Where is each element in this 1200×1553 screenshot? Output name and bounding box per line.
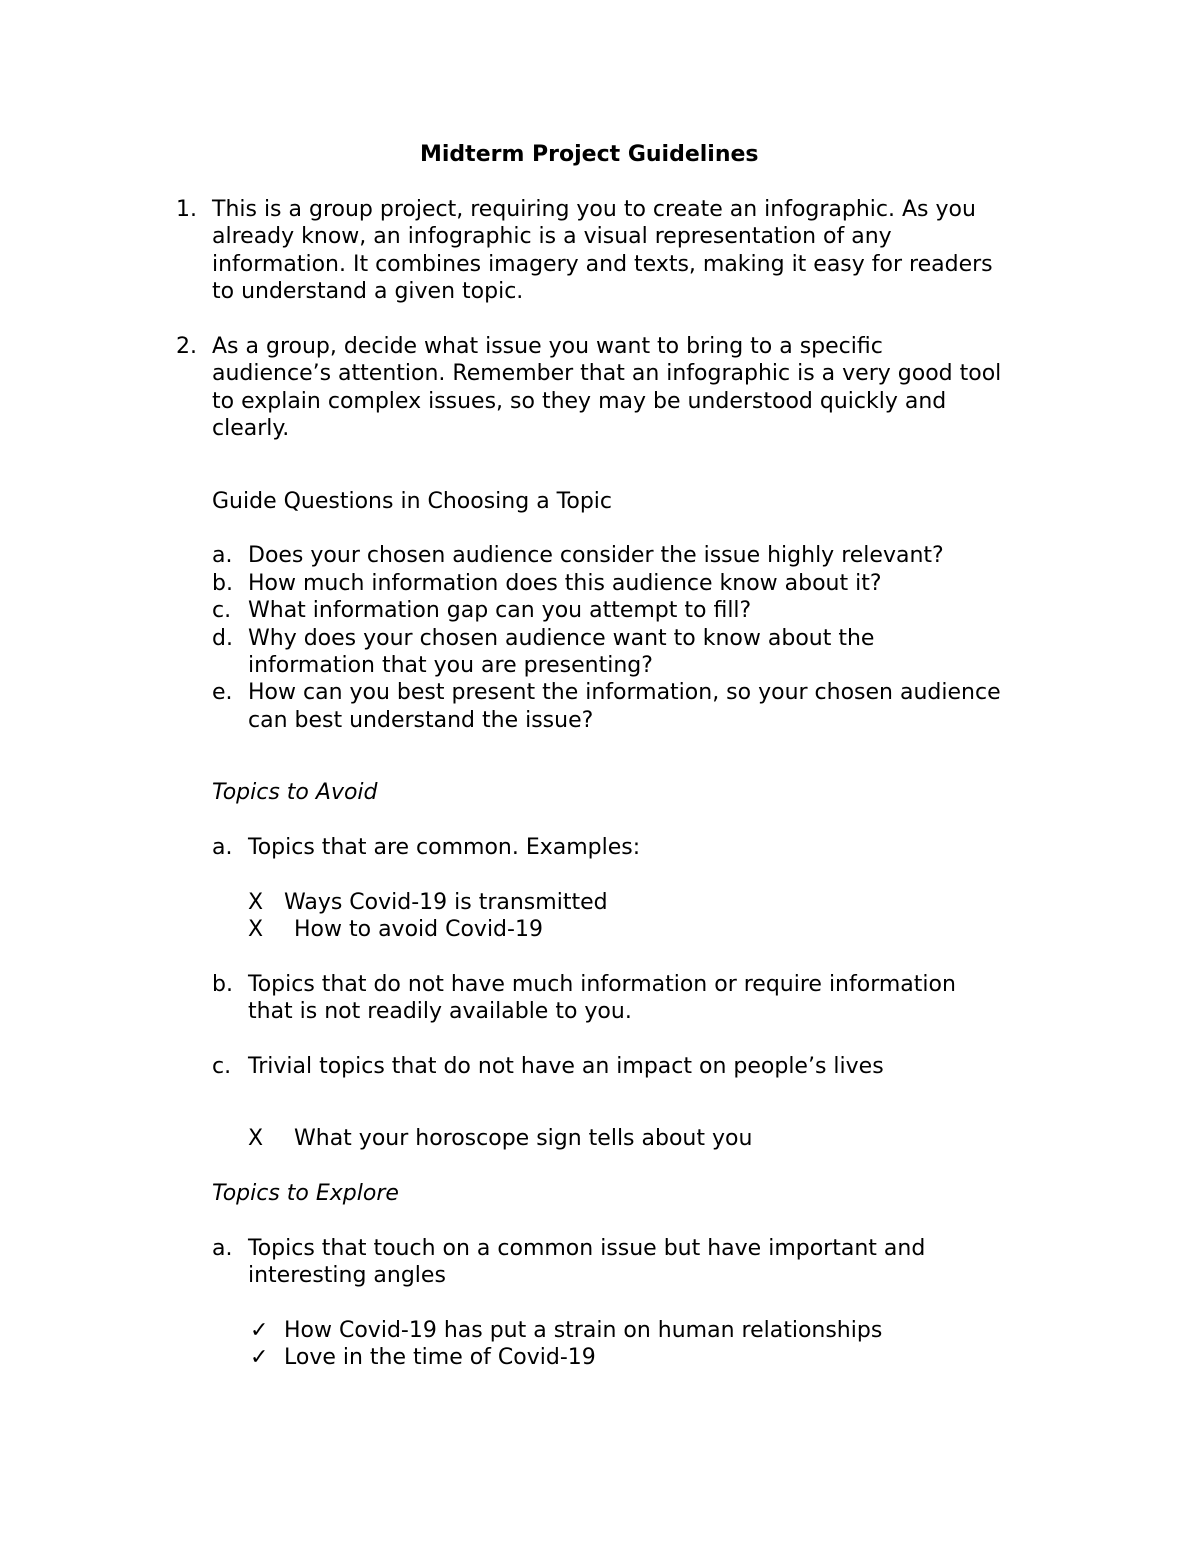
question-letter: a.: [212, 543, 233, 568]
avoid-b-text: Topics that do not have much information or require information: [248, 972, 956, 997]
item-2-line: As a group, decide what issue you want to bring to a specific: [212, 334, 883, 359]
question-text: Why does your chosen audience want to know about the: [248, 626, 875, 651]
item-2-number: 2.: [176, 334, 197, 359]
checkmark-icon: ✓: [250, 1318, 269, 1343]
question-letter: b.: [212, 571, 233, 596]
avoid-b-text: that is not readily available to you.: [248, 999, 632, 1024]
question-text: Does your chosen audience consider the issue highly relevant?: [248, 543, 944, 568]
explore-example: Love in the time of Covid-19: [284, 1345, 596, 1370]
question-text: How much information does this audience know about it?: [248, 571, 882, 596]
item-2-line: clearly.: [212, 416, 290, 441]
explore-a-text: interesting angles: [248, 1263, 446, 1288]
avoid-b-letter: b.: [212, 972, 233, 997]
x-mark-icon: X: [248, 890, 264, 915]
question-letter: e.: [212, 680, 233, 705]
guide-questions-heading: Guide Questions in Choosing a Topic: [212, 489, 613, 514]
topics-to-explore-heading: Topics to Explore: [212, 1181, 399, 1206]
topics-to-avoid-heading: Topics to Avoid: [212, 780, 378, 805]
avoid-a-letter: a.: [212, 835, 233, 860]
avoid-c-letter: c.: [212, 1054, 232, 1079]
item-1-line: to understand a given topic.: [212, 279, 524, 304]
explore-a-letter: a.: [212, 1236, 233, 1261]
question-text: What information gap can you attempt to fill?: [248, 598, 752, 623]
x-mark-icon: X: [248, 917, 264, 942]
item-1-number: 1.: [176, 197, 197, 222]
explore-example: How Covid-19 has put a strain on human relationships: [284, 1318, 883, 1343]
question-text: information that you are presenting?: [248, 653, 653, 678]
question-text: can best understand the issue?: [248, 708, 594, 733]
avoid-example: How to avoid Covid-19: [294, 917, 543, 942]
avoid-example: Ways Covid-19 is transmitted: [284, 890, 608, 915]
item-1-line: already know, an infographic is a visual representation of any: [212, 224, 892, 249]
question-letter: d.: [212, 626, 233, 651]
avoid-example: What your horoscope sign tells about you: [294, 1126, 753, 1151]
question-text: How can you best present the information, so your chosen audience: [248, 680, 1001, 705]
page-title: Midterm Project Guidelines: [420, 142, 759, 167]
item-2-line: audience’s attention. Remember that an infographic is a very good tool: [212, 361, 1002, 386]
explore-a-text: Topics that touch on a common issue but have important and: [248, 1236, 926, 1261]
checkmark-icon: ✓: [250, 1345, 269, 1370]
avoid-a-text: Topics that are common. Examples:: [248, 835, 641, 860]
x-mark-icon: X: [248, 1126, 264, 1151]
item-1-line: information. It combines imagery and texts, making it easy for readers: [212, 252, 993, 277]
item-2-line: to explain complex issues, so they may be understood quickly and: [212, 389, 947, 414]
avoid-c-text: Trivial topics that do not have an impact on people’s lives: [248, 1054, 884, 1079]
question-letter: c.: [212, 598, 232, 623]
item-1-line: This is a group project, requiring you to create an infographic. As you: [212, 197, 976, 222]
